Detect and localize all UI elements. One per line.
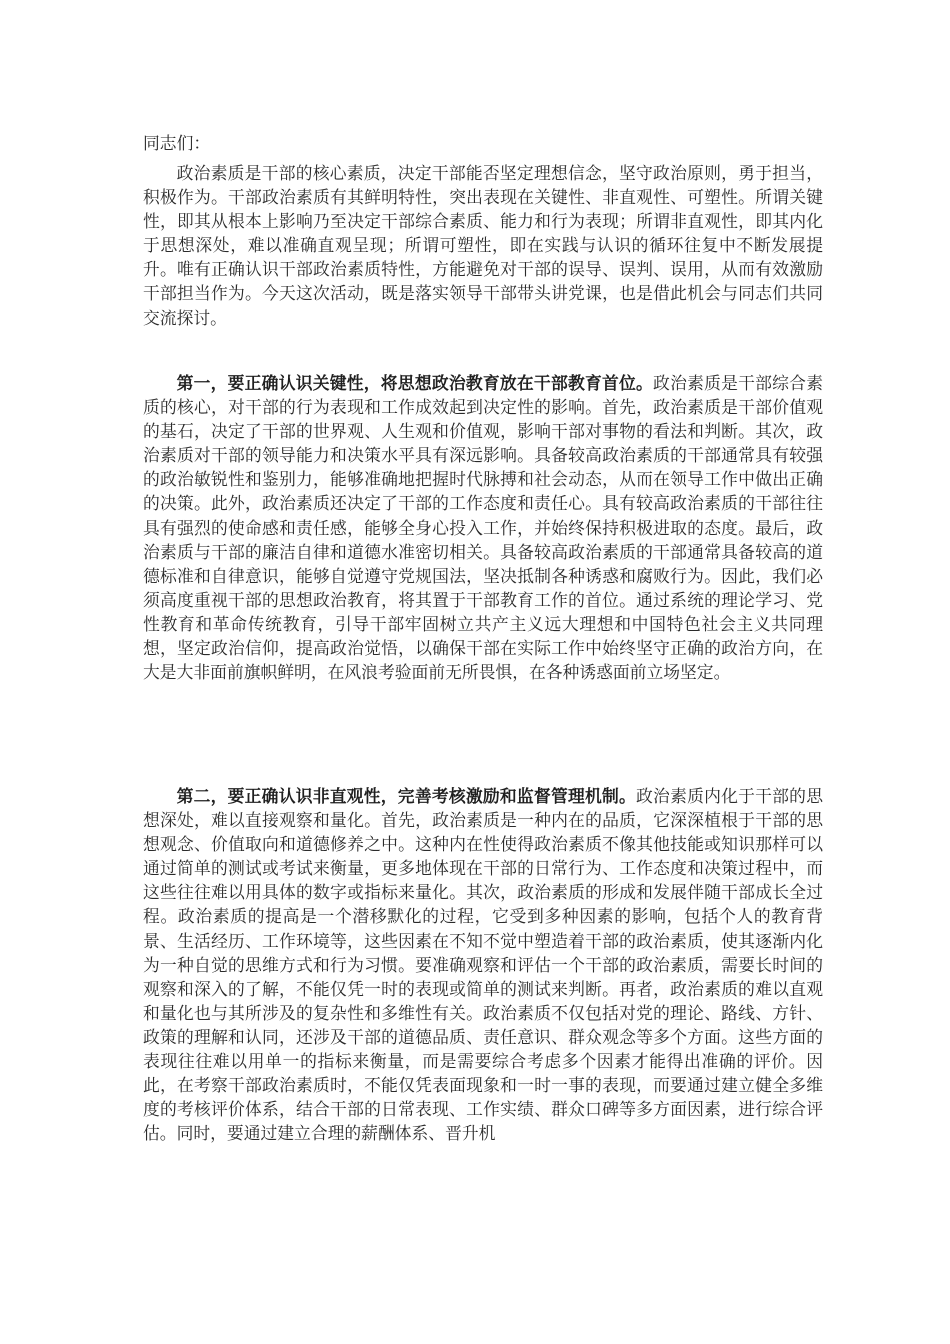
section-two-body: 政治素质内化于干部的思想深处，难以直接观察和量化。首先，政治素质是一种内在的品质，它深深植根于干部的思想观念、价值取向和道德修养之中。这种内在性使得政治素质不像其他技能或知识那样可以通过简单的测试或考试来衡量，更多地体现在干部的日常行为、工作态度和决策过程中，而这些往往难以用具体的数字或指标来量化。其次，政治素质的形成和发展伴随干部成长全过程。政治素质的提高是一个潜移默化的过程，它受到多种因素的影响，包括个人的教育背景、生活经历、工作环境等，这些因素在不知不觉中塑造着干部的政治素质，使其逐渐内化为一种自觉的思维方式和行为习惯。要准确观察和评估一个干部的政治素质，需要长时间的观察和深入的了解，不能仅凭一时的表现或简单的测试来判断。再者，政治素质的难以直观和量化也与其所涉及的复杂性和多维性有关。政治素质不仅包括对党的理论、路线、方针、政策的理解和认同，还涉及干部的道德品质、责任意识、群众观念等多个方面。这些方面的表现往往难以用单一的指标来衡量，而是需要综合考虑多个因素才能得出准确的评价。因此，在考察干部政治素质时，不能仅凭表面现象和一时一事的表现，而要通过建立健全多维度的考核评价体系，结合干部的日常表现、工作实绩、群众口碑等多方面因素，进行综合评估。同时，要通过建立合理的薪酬体系、晋升机 — [143, 786, 823, 1144]
salutation: 同志们： — [143, 133, 211, 153]
section-one-heading: 第一，要正确认识关键性，将思想政治教育放在干部教育首位。 — [176, 373, 654, 393]
section-one-body: 政治素质是干部综合素质的核心，对干部的行为表现和工作成效起到决定性的影响。首先，政治素质是干部价值观的基石，决定了干部的世界观、人生观和价值观，影响干部对事物的看法和判断。其次，政治素质对干部的领导能力和决策水平具有深远影响。具备较高政治素质的干部通常具有较强的政治敏锐性和鉴别力，能够准确地把握时代脉搏和社会动态，从而在领导工作中做出正确的决策。此外，政治素质还决定了干部的工作态度和责任心。具有较高政治素质的干部往往具有强烈的使命感和责任感，能够全身心投入工作，并始终保持积极进取的态度。最后，政治素质与干部的廉洁自律和道德水准密切相关。具备较高政治素质的干部通常具备较高的道德标准和自律意识，能够自觉遵守党规国法，坚决抵制各种诱惑和腐败行为。因此，我们必须高度重视干部的思想政治教育，将其置于干部教育工作的首位。通过系统的理论学习、党性教育和革命传统教育，引导干部牢固树立共产主义远大理想和中国特色社会主义共同理想，坚定政治信仰，提高政治觉悟，以确保干部在实际工作中始终坚守正确的政治方向，在大是大非面前旗帜鲜明，在风浪考验面前无所畏惧，在各种诱惑面前立场坚定。 — [143, 373, 823, 683]
intro-paragraph: 政治素质是干部的核心素质，决定干部能否坚定理想信念，坚守政治原则，勇于担当，积极作为。干部政治素质有其鲜明特性，突出表现在关键性、非直观性、可塑性。所谓关键性，即其从根本上影响乃至决定干部综合素质、能力和行为表现；所谓非直观性，即其内化于思想深处，难以准确直观呈现；所谓可塑性，即在实践与认识的循环往复中不断发展提升。唯有正确认识干部政治素质特性，方能避免对干部的误导、误判、误用，从而有效激励干部担当作为。今天这次活动，既是落实领导干部带头讲党课，也是借此机会与同志们共同交流探讨。 — [143, 163, 823, 328]
section-one-paragraph — [143, 371, 823, 684]
section-two-paragraph — [143, 784, 823, 1145]
section-two-heading: 第二，要正确认识非直观性，完善考核激励和监督管理机制。 — [176, 786, 637, 806]
